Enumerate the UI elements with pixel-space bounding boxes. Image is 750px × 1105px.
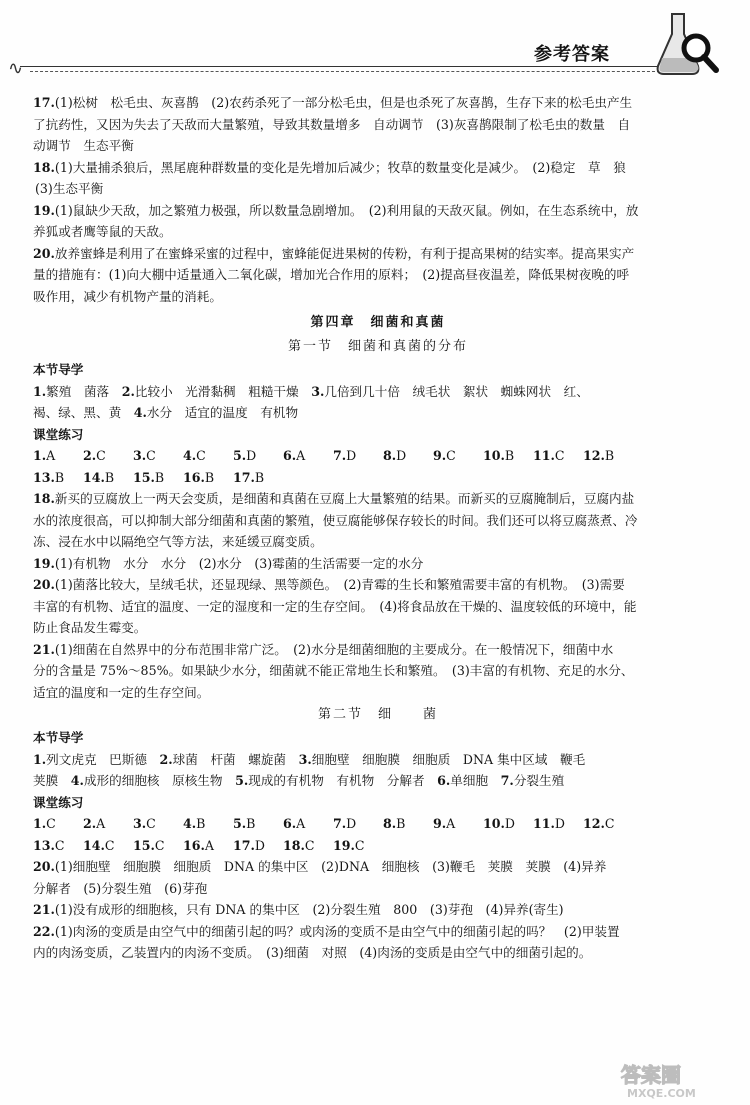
mc-answer: 17.D: [233, 837, 266, 853]
watermark-url: MXQE.COM: [627, 1087, 696, 1100]
answer-20-cont: 量的措施有：(1)向大棚中适量通入二氧化碳，增加光合作用的原料； (2)提高昼夜温差，降低果树夜晚的呼: [33, 267, 630, 282]
mc-answer: 1.A: [33, 448, 56, 463]
mc-answer: 13.B: [33, 469, 65, 485]
answer-20-cont: 吸作用，减少有机物产量的消耗。: [33, 288, 222, 304]
answer-22-cont: 内的肉汤变质，乙装置内的肉汤不变质。 (3)细菌 对照 (4)肉汤的变质是由空气中的细菌引起的。: [33, 945, 592, 960]
answer-20-cont: 防止食品发生霉变。: [33, 620, 147, 635]
answer-17: 17.(1)松树 松毛虫、灰喜鹊 (2)农药杀死了一部分松毛虫，但是也杀死了灰喜鹊，生存下来的松毛虫产生: [33, 95, 633, 110]
answer-18-cont: 水的浓度很高，可以抑制大部分细菌和真菌的繁殖，使豆腐能够保存较长的时间。我们还可以将豆腐蒸煮、冷: [33, 512, 638, 528]
mc-answer: 16.A: [183, 837, 215, 853]
answer-20: 20.(1)菌落比较大，呈绒毛状，还显现绿、黑等颜色。 (2)青霉的生长和繁殖需要丰富的有机物。 (3)需要: [33, 577, 625, 592]
answer-18: 18.新买的豆腐放上一两天会变质，是细菌和真菌在豆腐上大量繁殖的结果。而新买的豆腐腌制后，豆腐内盐: [33, 491, 635, 506]
answer-18: 18.(1)大量捕杀狼后，黑尾鹿种群数量的变化是先增加后减少；牧草的数量变化是减少。 (2)稳定 草 狼: [33, 159, 626, 175]
answer-17-cont: 动调节 生态平衡: [33, 138, 134, 153]
header-rule: [20, 66, 660, 67]
mc-answer: 12.B: [583, 448, 615, 463]
mc-answer: 10.D: [483, 816, 516, 831]
page-header-title: 参考答案: [534, 44, 610, 65]
answer-20: 20.放养蜜蜂是利用了在蜜蜂采蜜的过程中，蜜蜂能促进果树的传粉，有利于提高果树的结实率。提高果实产: [33, 245, 635, 261]
mc-answer: 10.B: [483, 448, 515, 463]
answer-22: 22.(1)肉汤的变质是由空气中的细菌引起的吗？或肉汤的变质不是由空气中的细菌引起的吗？ (2)甲装置: [33, 923, 620, 939]
mc-answer: 13.C: [33, 837, 65, 853]
mc-answer-row: [33, 445, 723, 467]
practice-label: 课堂练习: [33, 794, 84, 810]
mc-answer: 16.B: [183, 469, 215, 485]
watermark-logo: [615, 1060, 740, 1100]
answer-20-cont: 分解者 (5)分裂生殖 (6)芽孢: [33, 880, 208, 896]
mc-answer: 6.A: [283, 816, 306, 831]
mc-answer: 18.C: [283, 837, 315, 853]
watermark-text: 答案圈: [621, 1063, 681, 1087]
practice-label: 课堂练习: [33, 426, 84, 442]
guide-line: 1.繁殖 菌落 2.比较小 光滑黏稠 粗糙干燥 3.几倍到几十倍 绒毛状 絮状 蜘蛛网状 红、: [33, 383, 589, 399]
mc-answer: 11.C: [533, 448, 565, 463]
answer-17-cont: 了抗药性，又因为失去了天敌而大量繁殖，导致其数量增多 自动调节 (3)灰喜鹊限制了松毛虫的数量 自: [33, 116, 631, 132]
mc-answer: 12.C: [583, 816, 615, 831]
answer-18-cont: 冻、浸在水中以隔绝空气等方法，来延缓豆腐变质。: [33, 534, 323, 549]
answer-19: 19.(1)有机物 水分 水分 (2)水分 (3)霉菌的生活需要一定的水分: [33, 555, 424, 571]
mc-answer-row: [33, 467, 723, 489]
mc-answer: 5.B: [233, 816, 256, 831]
mc-answer: 2.A: [83, 816, 106, 831]
mc-answer: 4.B: [183, 816, 206, 831]
mc-answer: 2.C: [83, 448, 106, 463]
mc-answer-row: [33, 835, 723, 857]
answer-18-cont: (3)生态平衡: [35, 181, 104, 196]
mc-answer: 8.B: [383, 816, 406, 831]
answer-21: 21.(1)没有成形的细胞核，只有 DNA 的集中区 (2)分裂生殖 800 (3)芽孢 (4)异养(寄生): [33, 902, 564, 917]
section-guide-label: 本节导学: [33, 362, 84, 377]
mc-answer: 8.D: [383, 448, 407, 463]
mc-answer: 14.C: [83, 837, 115, 853]
mc-answer-row: [33, 813, 723, 835]
mc-answer: 9.C: [433, 448, 456, 463]
mc-answer: 5.D: [233, 448, 257, 463]
answer-20: 20.(1)细胞壁 细胞膜 细胞质 DNA 的集中区 (2)DNA 细胞核 (3)鞭毛 荚膜 荚膜 (4)异养: [33, 859, 607, 874]
mc-answer: 6.A: [283, 448, 306, 463]
answer-21: 21.(1)细菌在自然界中的分布范围非常广泛。 (2)水分是细菌细胞的主要成分。在一般情况下，细菌中水: [33, 641, 614, 657]
flask-magnifier-icon: [650, 8, 720, 80]
mc-answer: 19.C: [333, 837, 365, 853]
section-guide-label: 本节导学: [33, 730, 84, 745]
mc-answer: 3.C: [133, 448, 156, 463]
mc-answer: 9.A: [433, 816, 456, 831]
mc-answer: 3.C: [133, 816, 156, 831]
mc-answer: 7.D: [333, 816, 357, 831]
mc-answer: 15.B: [133, 469, 165, 485]
chapter-title: 第四章 细菌和真菌: [310, 315, 446, 330]
answer-21-cont: 分的含量是 75%～85%。如果缺少水分，细菌就不能正常地生长和繁殖。 (3)丰富的有机物、充足的水分、: [33, 663, 634, 678]
mc-answer: 11.D: [533, 816, 566, 831]
section-title: 第一节 细菌和真菌的分布: [287, 339, 468, 354]
corner-ornament-icon: ∿: [8, 58, 24, 79]
answer-19: 19.(1)鼠缺少天敌，加之繁殖力极强，所以数量急剧增加。 (2)利用鼠的天敌灭鼠。例如，在生态系统中，放: [33, 202, 639, 218]
answer-21-cont: 适宜的温度和一定的生存空间。: [33, 684, 210, 700]
section-title: 第二节 细 菌: [317, 707, 438, 722]
answer-19-cont: 养狐或者鹰等鼠的天敌。: [33, 224, 172, 239]
mc-answer: 4.C: [183, 448, 206, 463]
mc-answer: 7.D: [333, 448, 357, 463]
guide-line: 1.列文虎克 巴斯德 2.球菌 杆菌 螺旋菌 3.细胞壁 细胞膜 细胞质 DNA 集中区域 鞭毛: [33, 751, 586, 767]
mc-answer: 1.C: [33, 816, 56, 831]
guide-line: 褐、绿、黑、黄 4.水分 适宜的温度 有机物: [33, 405, 299, 420]
answer-content: [33, 92, 723, 964]
header-rule-dashed: [30, 71, 660, 72]
answer-20-cont: 丰富的有机物、适宜的温度、一定的湿度和一定的生存空间。 (4)将食品放在干燥的、温度较低的环境中，能: [33, 598, 637, 614]
mc-answer: 15.C: [133, 837, 165, 853]
guide-line: 荚膜 4.成形的细胞核 原核生物 5.现成的有机物 有机物 分解者 6.单细胞 7.分裂生殖: [33, 773, 565, 788]
mc-answer: 14.B: [83, 469, 115, 485]
mc-answer: 17.B: [233, 469, 265, 485]
